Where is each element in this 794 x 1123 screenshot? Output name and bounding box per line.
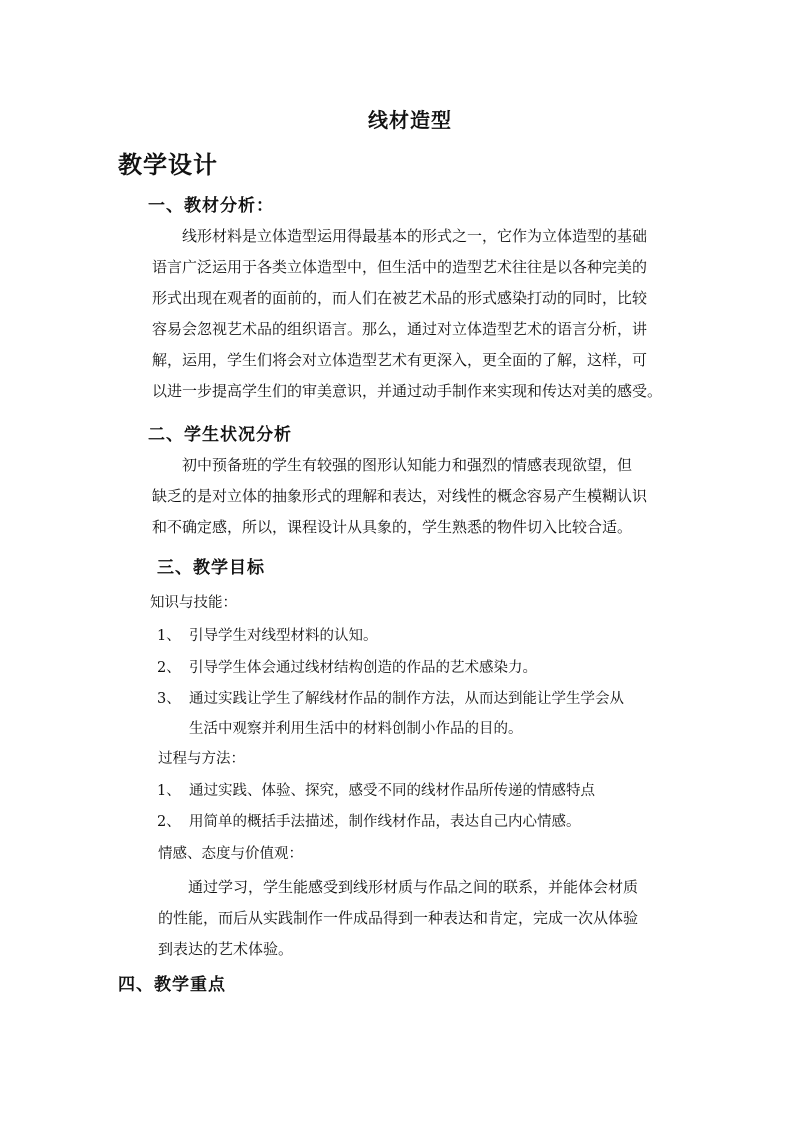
knowledge-item-continuation: 生活中观察并利用生活中的材料创制小作品的目的。 xyxy=(189,721,523,737)
main-heading: 教学设计 xyxy=(118,150,218,179)
paragraph-line: 线形材料是立体造型运用得最基本的形式之一，它作为立体造型的基础 xyxy=(182,227,648,245)
item-text: 引导学生体会通过线材结构创造的作品的艺术感染力。 xyxy=(189,660,537,676)
paragraph-line: 容易会忽视艺术品的组织语言。那么，通过对立体造型艺术的语言分析，讲 xyxy=(152,320,648,338)
knowledge-label: 知识与技能： xyxy=(150,595,237,611)
paragraph-line: 初中预备班的学生有较强的图形认知能力和强烈的情感表现欲望，但 xyxy=(182,456,633,474)
emotion-label: 情感、态度与价值观： xyxy=(158,846,303,862)
item-number: 1、 xyxy=(157,628,181,644)
item-text: 引导学生对线型材料的认知。 xyxy=(189,628,378,644)
knowledge-item xyxy=(157,687,624,708)
paragraph-line: 解，运用，学生们将会对立体造型艺术有更深入，更全面的了解，这样，可 xyxy=(152,351,648,369)
item-number: 2、 xyxy=(157,814,181,830)
item-text: 通过实践、体验、探究，感受不同的线材作品所传递的情感特点 xyxy=(189,783,595,799)
paragraph-line: 以进一步提高学生们的审美意识，并通过动手制作来实现和传达对美的感受。 xyxy=(152,382,663,400)
section-1-heading: 一、教材分析： xyxy=(148,196,274,216)
paragraph-line: 的性能，而后从实践制作一件成品得到一种表达和肯定，完成一次从体验 xyxy=(158,909,639,927)
item-number: 3、 xyxy=(157,691,181,707)
section-1-paragraph xyxy=(152,221,680,407)
paragraph-line: 语言广泛运用于各类立体造型中，但生活中的造型艺术往往是以各种完美的 xyxy=(152,258,648,276)
emotion-paragraph xyxy=(158,872,676,965)
item-number: 2、 xyxy=(157,660,181,676)
knowledge-item xyxy=(157,624,378,645)
section-2-paragraph xyxy=(152,450,680,543)
item-number: 1、 xyxy=(157,783,181,799)
process-item xyxy=(157,810,581,831)
document-title: 线材造型 xyxy=(368,108,452,132)
item-text: 用简单的概括手法描述，制作线材作品，表达自己内心情感。 xyxy=(189,814,581,830)
process-label: 过程与方法： xyxy=(158,751,245,767)
paragraph-line: 到表达的艺术体验。 xyxy=(158,940,294,958)
paragraph-line: 形式出现在观者的面前的，而人们在被艺术品的形式感染打动的同时，比较 xyxy=(152,289,648,307)
paragraph-line: 和不确定感，所以，课程设计从具象的，学生熟悉的物件切入比较合适。 xyxy=(152,518,633,536)
knowledge-item xyxy=(157,656,537,677)
paragraph-line: 缺乏的是对立体的抽象形式的理解和表达，对线性的概念容易产生模糊认识 xyxy=(152,487,648,505)
section-3-heading: 三、教学目标 xyxy=(157,558,265,578)
section-4-heading: 四、教学重点 xyxy=(118,975,226,995)
paragraph-line: 通过学习，学生能感受到线形材质与作品之间的联系，并能体会材质 xyxy=(188,878,639,896)
item-text: 通过实践让学生了解线材作品的制作方法，从而达到能让学生学会从 xyxy=(189,691,624,707)
process-item xyxy=(157,779,595,800)
section-2-heading: 二、学生状况分析 xyxy=(148,425,292,445)
